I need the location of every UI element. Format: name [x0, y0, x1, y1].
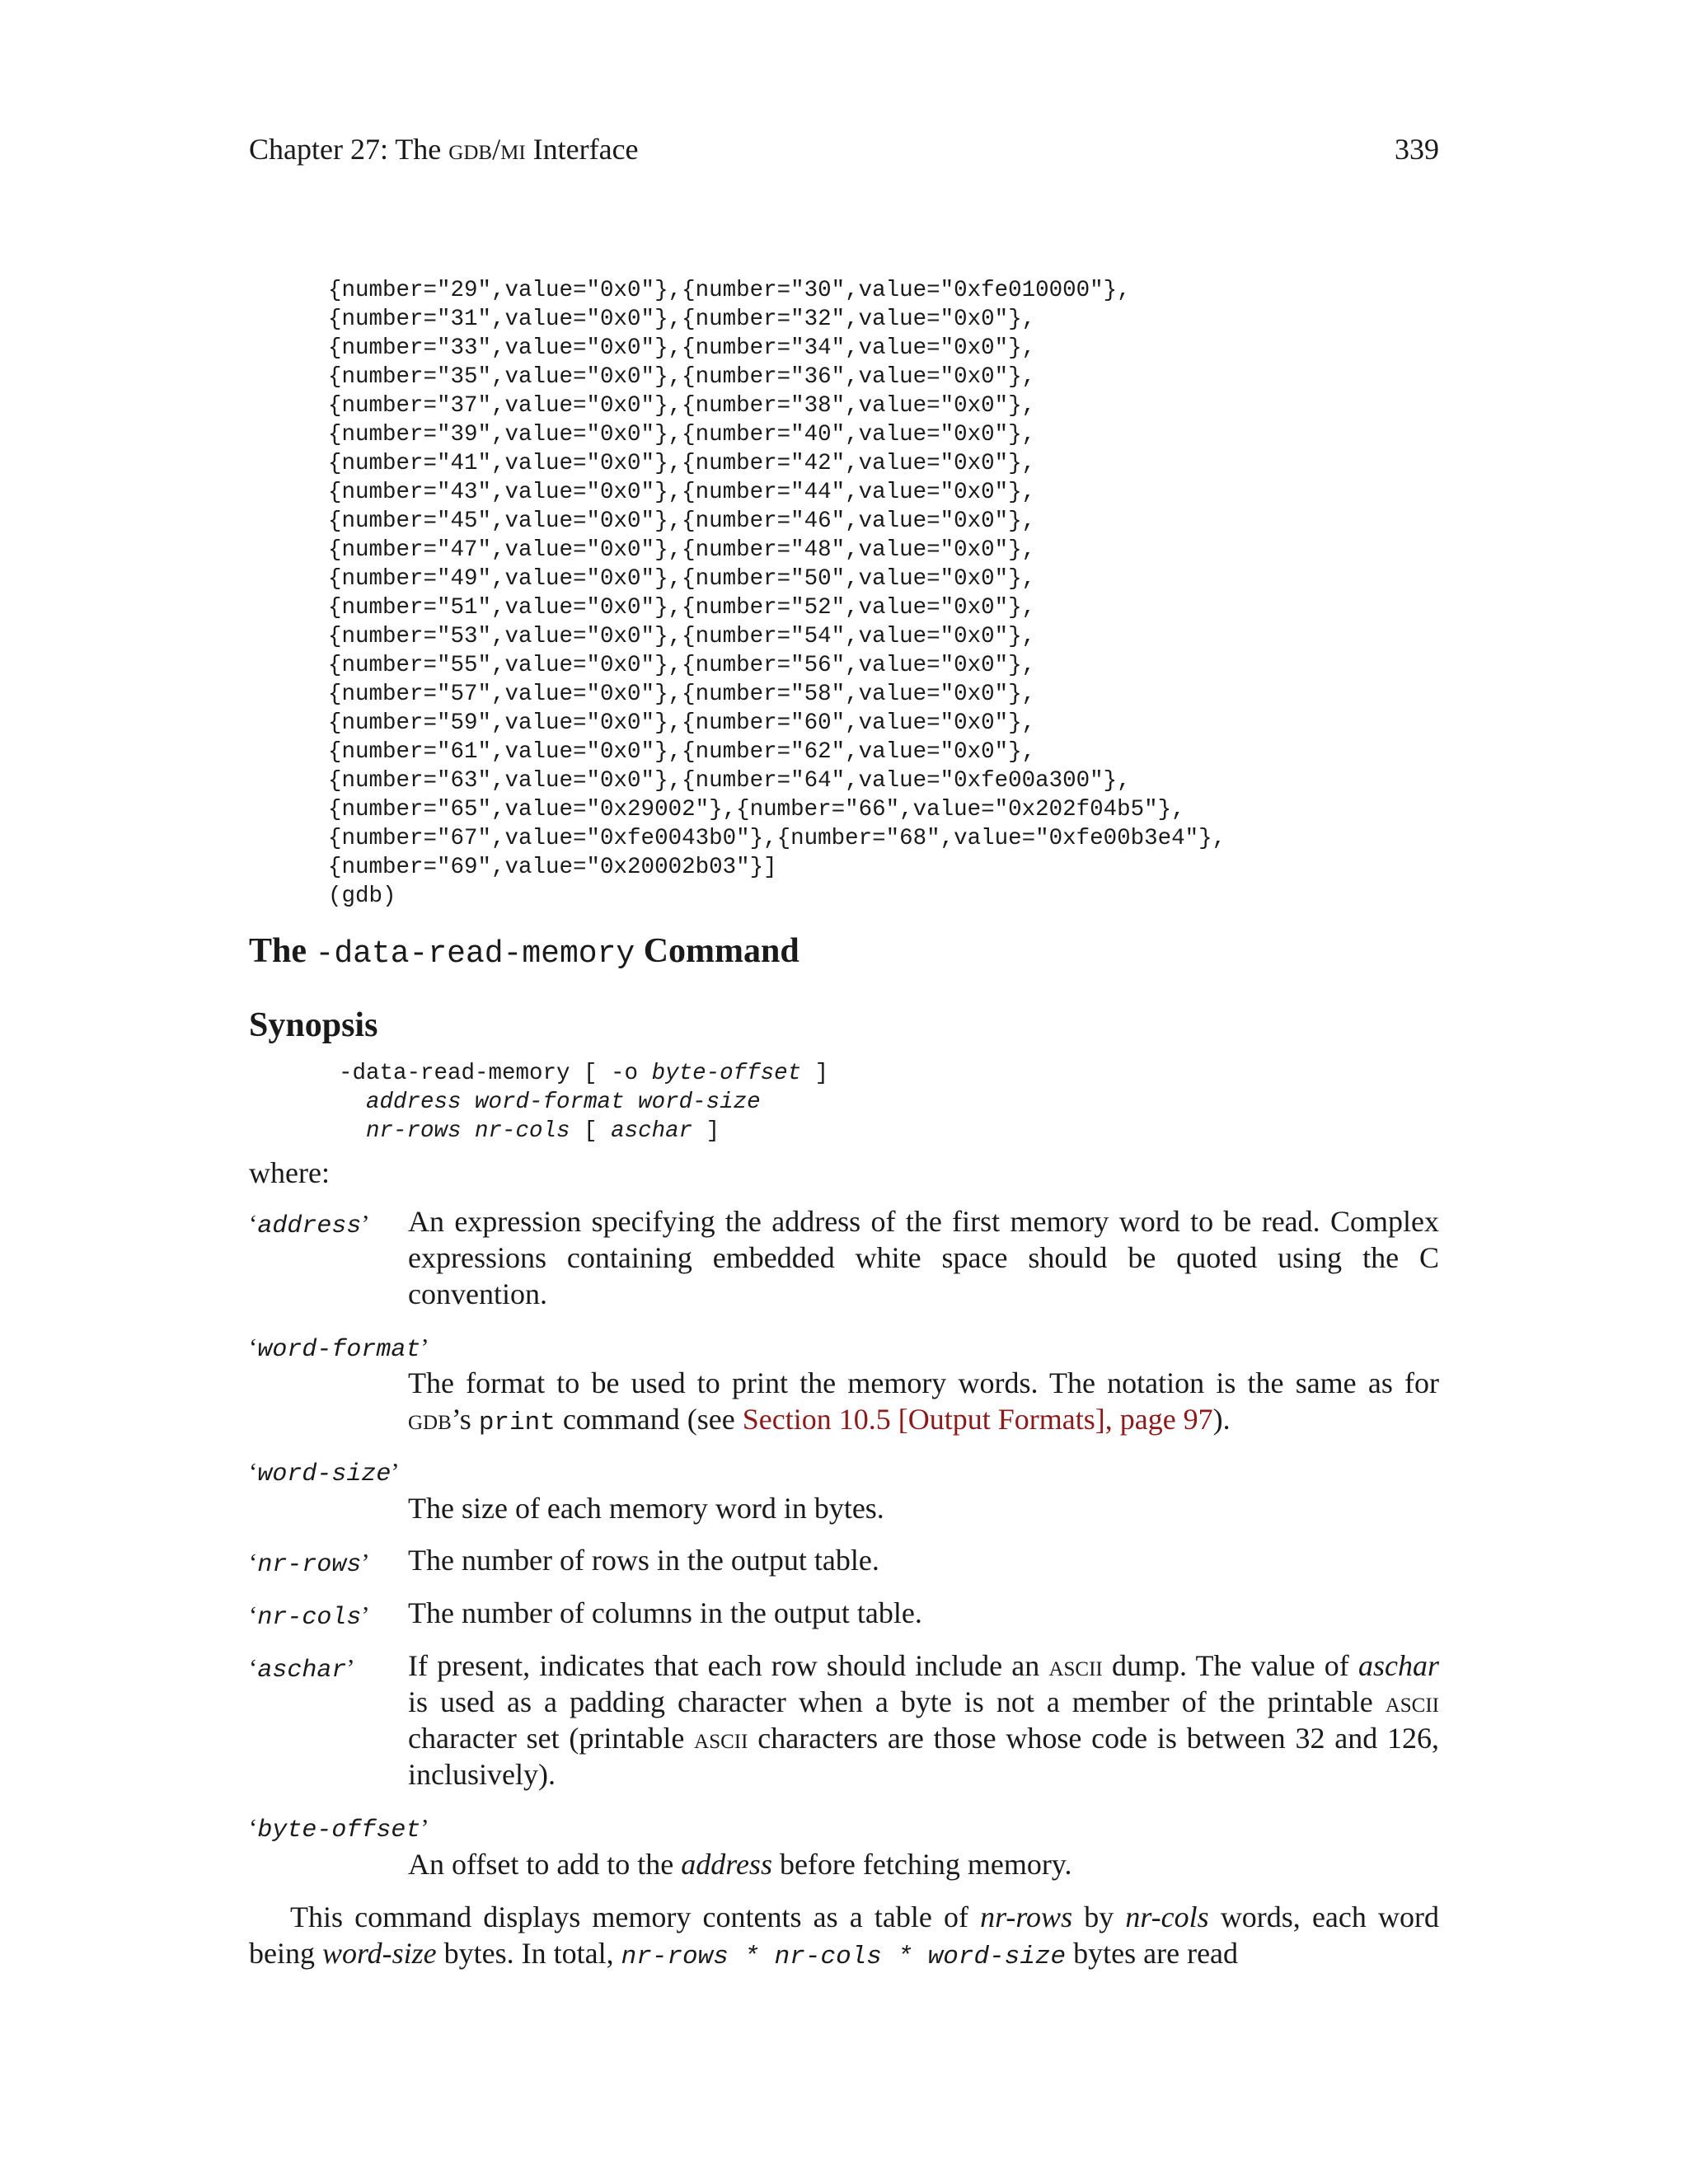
- desc-text: The format to be used to print the memory words. The notation is the same as for: [408, 1366, 1439, 1399]
- mi-smallcaps: mi: [500, 133, 526, 166]
- para-text: bytes. In total,: [436, 1937, 621, 1970]
- term-word-format: [249, 1333, 429, 1364]
- section-heading: [249, 931, 799, 972]
- desc-byte-offset: [408, 1846, 1439, 1882]
- term-nr-cols: [249, 1601, 370, 1632]
- code-line: {number="35",value="0x0"},{number="36",value="0x0"},: [328, 364, 1036, 390]
- code-line: {number="43",value="0x0"},{number="44",value="0x0"},: [328, 480, 1036, 505]
- code-line: {number="29",value="0x0"},{number="30",value="0xfe010000"},: [328, 278, 1131, 303]
- desc-word-size: The size of each memory word in bytes.: [408, 1492, 884, 1525]
- term-text: byte-offset: [257, 1816, 421, 1844]
- code-line: {number="53",value="0x0"},{number="54",value="0x0"},: [328, 624, 1036, 649]
- desc-text: before fetching memory.: [771, 1848, 1072, 1881]
- synopsis-heading: Synopsis: [249, 1006, 378, 1044]
- open-quote: ‘: [249, 1653, 258, 1682]
- closing-paragraph: [249, 1899, 1439, 1975]
- term-text: nr-rows: [257, 1551, 362, 1579]
- code-line: {number="65",value="0x29002"},{number="66",value="0x202f04b5"},: [328, 797, 1185, 823]
- desc-nr-rows: The number of rows in the output table.: [408, 1544, 879, 1577]
- desc-nr-cols: The number of columns in the output table.: [408, 1596, 922, 1629]
- code-line: {number="69",value="0x20002b03"}]: [328, 855, 777, 880]
- ascii-smallcaps: ascii: [1048, 1649, 1103, 1682]
- aschar-italic: aschar: [1358, 1649, 1439, 1682]
- desc-text: character set (printable: [408, 1722, 695, 1755]
- page-number: 339: [1395, 133, 1439, 166]
- code-line: {number="67",value="0xfe0043b0"},{number="68",value="0xfe00b3e4"},: [328, 826, 1226, 851]
- code-line: {number="55",value="0x0"},{number="56",value="0x0"},: [328, 653, 1036, 678]
- code-line: {number="37",value="0x0"},{number="38",value="0x0"},: [328, 393, 1036, 419]
- desc-text: ).: [1212, 1403, 1231, 1436]
- desc-address: An expression specifying the address of the first memory word to be read. Complex expressions containing embedded white space should be quoted using the C convention.: [408, 1205, 1439, 1310]
- interface-word: Interface: [525, 133, 639, 166]
- gdb-smallcaps: gdb: [448, 133, 493, 166]
- word-size-italic: word-size: [321, 1937, 437, 1970]
- code-line: {number="59",value="0x0"},{number="60",value="0x0"},: [328, 710, 1036, 736]
- desc-text: is used as a padding character when a byte is not a member of the printable: [408, 1685, 1386, 1718]
- code-line: {number="47",value="0x0"},{number="48",value="0x0"},: [328, 537, 1036, 563]
- synopsis-aschar: aschar: [611, 1118, 693, 1144]
- open-quote: ‘: [249, 1209, 258, 1238]
- term-text: aschar: [257, 1657, 347, 1685]
- code-line: (gdb): [328, 883, 396, 909]
- synopsis-bracket-close: ]: [692, 1118, 720, 1144]
- term-text: word-size: [257, 1460, 392, 1488]
- synopsis-line2: address word-format word-size: [366, 1090, 761, 1115]
- desc-text: characters are those whose code is between 32 and 126, inclusively).: [408, 1722, 1439, 1791]
- para-text: words, each word being: [249, 1900, 1440, 1970]
- desc-word-format: [408, 1365, 1439, 1441]
- term-aschar: [249, 1653, 355, 1685]
- code-line: {number="49",value="0x0"},{number="50",value="0x0"},: [328, 566, 1036, 592]
- close-quote: ’: [361, 1209, 370, 1238]
- open-quote: ‘: [249, 1457, 258, 1486]
- close-quote: ’: [420, 1813, 429, 1842]
- close-quote: ’: [420, 1333, 429, 1361]
- desc-text: dump. The value of: [1102, 1649, 1358, 1682]
- close-quote: ’: [346, 1653, 355, 1682]
- close-quote: ’: [361, 1548, 370, 1577]
- code-line: {number="61",value="0x0"},{number="62",value="0x0"},: [328, 739, 1036, 765]
- term-text: nr-cols: [257, 1604, 362, 1632]
- heading-suffix: Command: [635, 932, 799, 970]
- code-line: {number="63",value="0x0"},{number="64",value="0xfe00a300"},: [328, 768, 1131, 794]
- term-text: address: [257, 1212, 362, 1240]
- code-line: {number="51",value="0x0"},{number="52",value="0x0"},: [328, 595, 1036, 621]
- open-quote: ‘: [249, 1333, 258, 1361]
- synopsis-line1-c: ]: [801, 1061, 829, 1086]
- close-quote: ’: [391, 1457, 400, 1486]
- synopsis-block: [339, 1059, 828, 1146]
- close-quote: ’: [361, 1601, 370, 1629]
- term-text: word-format: [257, 1336, 421, 1364]
- nr-cols-italic: nr-cols: [1125, 1900, 1209, 1933]
- desc-aschar: [408, 1647, 1439, 1793]
- code-line: {number="31",value="0x0"},{number="32",value="0x0"},: [328, 307, 1036, 332]
- address-italic: address: [681, 1848, 772, 1881]
- ascii-smallcaps: ascii: [1385, 1685, 1439, 1718]
- synopsis-byte-offset: byte-offset: [651, 1061, 802, 1086]
- nr-rows-italic: nr-rows: [980, 1900, 1073, 1933]
- open-quote: ‘: [249, 1601, 258, 1629]
- synopsis-indent: [339, 1090, 366, 1115]
- synopsis-indent: [339, 1118, 366, 1144]
- code-line: {number="45",value="0x0"},{number="46",value="0x0"},: [328, 509, 1036, 534]
- desc-text: ’s: [451, 1403, 479, 1436]
- slash: /: [492, 133, 501, 166]
- ascii-smallcaps: ascii: [694, 1722, 748, 1755]
- code-line: {number="41",value="0x0"},{number="42",value="0x0"},: [328, 451, 1036, 476]
- chapter-title: [249, 132, 639, 166]
- print-command: print: [478, 1408, 556, 1437]
- desc-text: command (see: [555, 1403, 743, 1436]
- synopsis-line3-args: nr-rows nr-cols: [366, 1118, 570, 1144]
- code-line: {number="39",value="0x0"},{number="40",value="0x0"},: [328, 422, 1036, 448]
- term-byte-offset: [249, 1813, 429, 1844]
- size-formula: nr-rows * nr-cols * word-size: [621, 1943, 1067, 1971]
- open-quote: ‘: [249, 1813, 258, 1842]
- synopsis-line1-a: -data-read-memory [ -o: [339, 1061, 652, 1086]
- gdb-smallcaps: gdb: [408, 1403, 452, 1436]
- heading-command: -data-read-memory: [315, 936, 635, 972]
- desc-text: An offset to add to the: [408, 1848, 682, 1881]
- chapter-prefix: Chapter 27: The: [249, 133, 449, 166]
- running-head: [249, 132, 1439, 170]
- para-text: bytes are read: [1066, 1937, 1239, 1970]
- code-block: [328, 276, 1226, 911]
- desc-text: If present, indicates that each row should include an: [408, 1649, 1049, 1682]
- para-text: This command displays memory contents as a table of: [290, 1900, 981, 1933]
- synopsis-bracket-open: [: [570, 1118, 612, 1144]
- heading-the: The: [249, 932, 316, 970]
- open-quote: ‘: [249, 1548, 258, 1577]
- code-line: {number="33",value="0x0"},{number="34",value="0x0"},: [328, 335, 1036, 361]
- para-text: by: [1072, 1900, 1126, 1933]
- term-word-size: [249, 1457, 400, 1488]
- output-formats-link[interactable]: Section 10.5 [Output Formats], page 97: [742, 1403, 1213, 1436]
- term-nr-rows: [249, 1548, 370, 1579]
- term-address: [249, 1209, 370, 1240]
- code-line: {number="57",value="0x0"},{number="58",value="0x0"},: [328, 682, 1036, 707]
- where-label: where:: [249, 1156, 330, 1189]
